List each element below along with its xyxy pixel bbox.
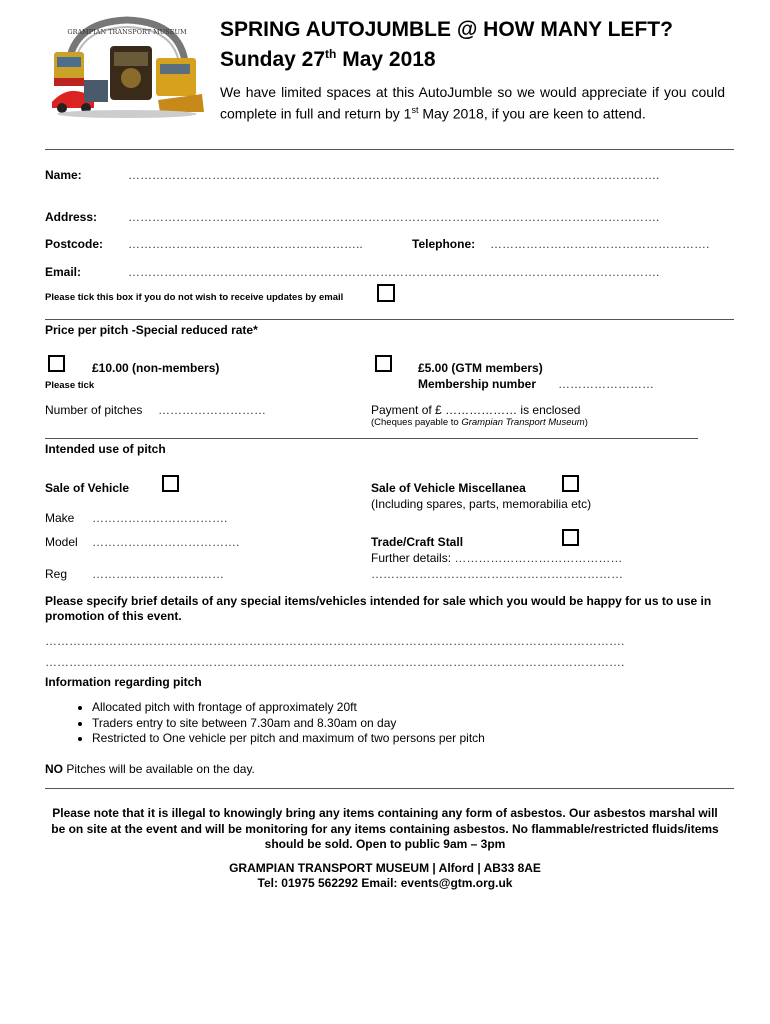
gtm-members-label: £5.00 (GTM members) xyxy=(418,361,543,375)
telephone-label: Telephone: xyxy=(412,237,476,251)
postcode-field[interactable]: ………………………………………………….. xyxy=(128,237,363,251)
asbestos-notice: Please note that it is illegal to knowingly bring any items containing any form of asbestos. Our asbestos marshal will be on site at the event and will be monitoring for any items containing asbestos. No flammable/restricted fluids/items should be sold. Open to public 9am – 3pm xyxy=(51,806,719,851)
please-tick-label: Please tick xyxy=(45,380,95,391)
page-title xyxy=(220,18,673,72)
model-label: Model xyxy=(45,535,78,549)
email-field[interactable]: ……………………………………………………………………………………………………………………. xyxy=(128,265,660,279)
list-item: • Traders entry to site between 7.30am and 8.30am on day xyxy=(92,716,485,732)
no-pitches-note: NO Pitches will be available on the day. xyxy=(45,762,255,776)
make-field[interactable]: ……………………………. xyxy=(92,511,228,525)
intended-use-heading: Intended use of pitch xyxy=(45,442,166,456)
non-members-label: £10.00 (non-members) xyxy=(92,361,220,375)
email-label: Email: xyxy=(45,265,82,279)
info-heading: Information regarding pitch xyxy=(45,675,202,689)
title-line-2: Sunday 27th May 2018 xyxy=(220,47,436,71)
list-item: • Allocated pitch with frontage of approximately 20ft xyxy=(92,700,485,716)
sale-misc-checkbox[interactable] xyxy=(562,475,579,492)
pitches-label: Number of pitches xyxy=(45,403,143,417)
title-line-1: SPRING AUTOJUMBLE @ HOW MANY LEFT? xyxy=(220,18,673,41)
trade-stall-label: Trade/Craft Stall xyxy=(371,535,464,549)
further-details-text: Further details: …………………………………… xyxy=(371,551,623,565)
non-members-checkbox[interactable] xyxy=(48,355,65,372)
further-details-field[interactable]: …………………………………… xyxy=(454,551,623,565)
museum-contact: Tel: 01975 562292 Email: events@gtm.org.uk xyxy=(257,876,513,890)
divider xyxy=(45,438,698,439)
museum-address: GRAMPIAN TRANSPORT MUSEUM | Alford | AB33 8AE xyxy=(229,861,541,875)
special-items-text: Please specify brief details of any special items/vehicles intended for sale which you would be happy for us to use in promotion of this event. xyxy=(45,594,712,623)
payment-field[interactable]: ……………… xyxy=(445,403,518,417)
gtm-members-checkbox[interactable] xyxy=(375,355,392,372)
sale-vehicle-checkbox[interactable] xyxy=(162,475,179,492)
cheques-note: (Cheques payable to Grampian Transport Museum) xyxy=(371,417,588,428)
telephone-field[interactable]: ………………………………………………. xyxy=(490,237,710,251)
postcode-label: Postcode: xyxy=(45,237,104,251)
pitches-field[interactable]: ……………………… xyxy=(158,403,266,417)
logo-text: GRAMPIAN TRANSPORT MUSEUM xyxy=(67,28,187,36)
membership-number-field[interactable]: …………………… xyxy=(558,377,654,391)
museum-logo xyxy=(48,12,206,120)
further-details-field-2[interactable]: ……………………………………………………… xyxy=(371,567,623,581)
pricing-heading: Price per pitch -Special reduced rate* xyxy=(45,323,258,337)
address-field[interactable]: ……………………………………………………………………………………………………………………. xyxy=(128,210,660,224)
membership-number-label: Membership number xyxy=(418,377,537,391)
name-label: Name: xyxy=(45,168,82,182)
optout-checkbox[interactable] xyxy=(377,284,395,302)
payment-text: Payment of £ ……………… is enclosed xyxy=(371,403,581,417)
optout-text: Please tick this box if you do not wish to receive updates by email xyxy=(45,292,344,303)
intro-paragraph: We have limited spaces at this AutoJumble so we would appreciate if you could complete in full and return by 1st May 2018, if you are keen to attend. xyxy=(220,84,725,122)
special-items-field-2[interactable]: ………………………………………………………………………………………………………………………………. xyxy=(45,655,625,669)
divider xyxy=(45,149,734,150)
trade-stall-checkbox[interactable] xyxy=(562,529,579,546)
sale-misc-label: Sale of Vehicle Miscellanea xyxy=(371,481,526,495)
reg-field[interactable]: …………………………… xyxy=(92,567,224,581)
list-item: • Restricted to One vehicle per pitch and maximum of two persons per pitch xyxy=(92,731,485,747)
address-label: Address: xyxy=(45,210,98,224)
name-field[interactable]: ……………………………………………………………………………………………………………………. xyxy=(128,168,660,182)
sale-vehicle-label: Sale of Vehicle xyxy=(45,481,130,495)
divider xyxy=(45,319,734,320)
make-label: Make xyxy=(45,511,75,525)
reg-label: Reg xyxy=(45,567,68,581)
special-items-field-1[interactable]: ………………………………………………………………………………………………………………………………. xyxy=(45,634,625,648)
info-list xyxy=(45,700,485,747)
model-field[interactable]: ………………………………. xyxy=(92,535,240,549)
divider xyxy=(45,788,734,789)
misc-note: (Including spares, parts, memorabilia etc) xyxy=(371,497,592,511)
